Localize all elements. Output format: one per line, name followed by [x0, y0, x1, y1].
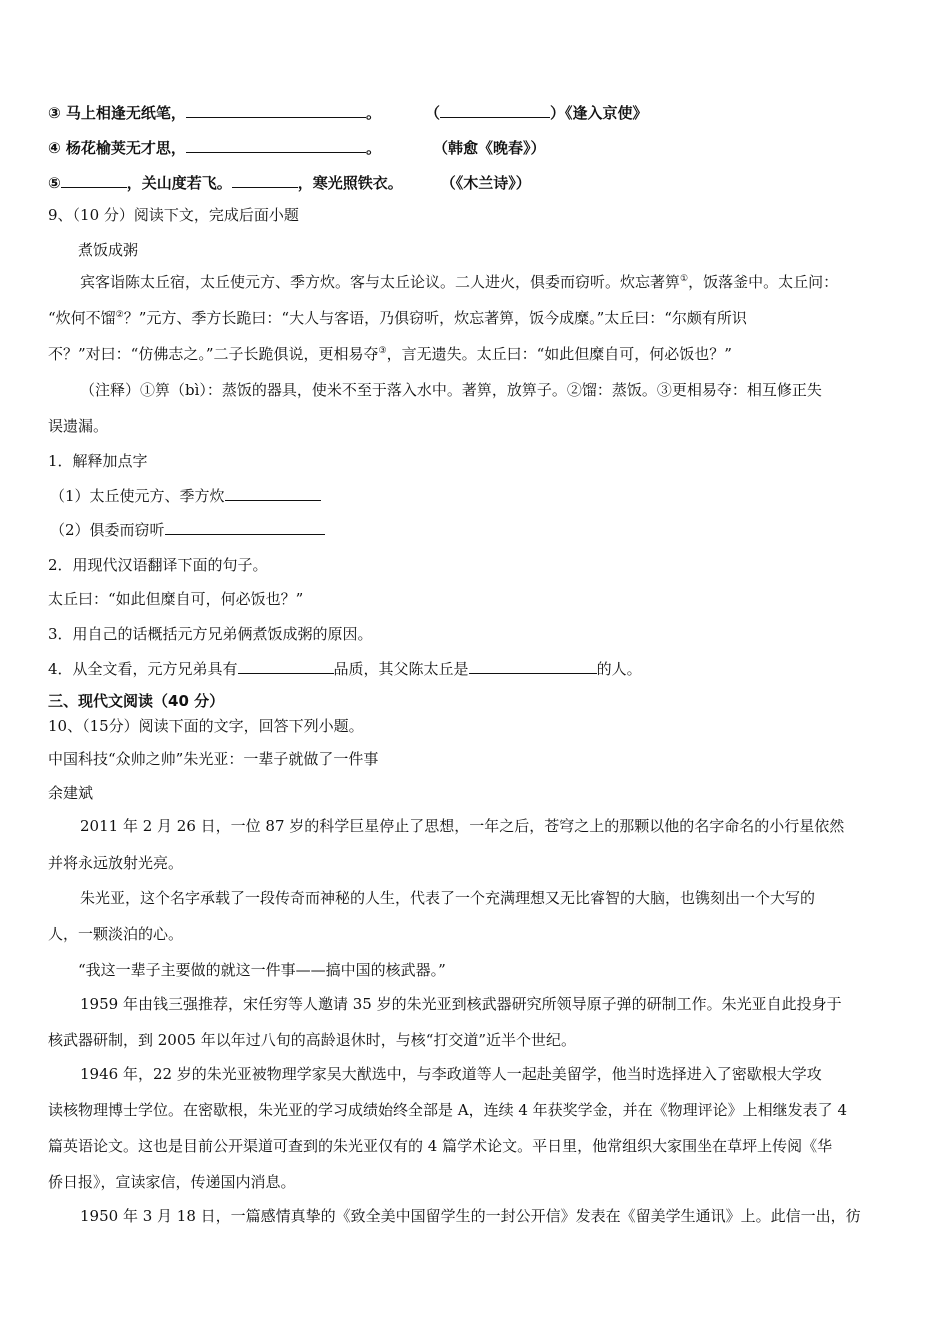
q10-p5-line-1: 1946 年，22 岁的朱光亚被物理学家吴大猷选中，与李政道等人一起赴美留学，他当时选择进入了密歇根大学攻	[80, 1065, 822, 1083]
section-3-heading: 三、现代文阅读（40 分）	[48, 692, 225, 710]
q9-sub1-item2-blank[interactable]	[165, 519, 325, 535]
poem5-mid-2: ，寒光照铁衣。	[297, 174, 403, 192]
q9-sub4-blank-1[interactable]	[238, 658, 334, 674]
poem3-source: ）《逢入京使》	[549, 104, 648, 122]
q10-author: 余建斌	[48, 784, 94, 802]
q10-p4-line-1: 1959 年由钱三强推荐，宋任穷等人邀请 35 岁的朱光亚到核武器研究所领导原子弹的研制工作。朱光亚自此投身于	[80, 995, 842, 1013]
q9-header: 9、（10 分）阅读下文，完成后面小题	[48, 206, 299, 224]
q10-title: 中国科技“众帅之帅”朱光亚：一辈子就做了一件事	[48, 750, 379, 768]
q10-p5-line-2: 读核物理博士学位。在密歇根，朱光亚的学习成绩始终全部是 A，连续 4 年获奖学金，并在《物理评论》上相继发表了 4	[48, 1101, 847, 1119]
q9-sub2-sentence: 太丘曰：“如此但糜自可，何必饭也？”	[48, 590, 304, 608]
poem3-paren-open: （	[424, 104, 440, 122]
q10-p4-line-2: 核武器研制，到 2005 年以年过八旬的高龄退休时，与核“打交道”近半个世纪。	[48, 1031, 577, 1049]
q10-quote: “我这一辈子主要做的就这一件事——搞中国的核武器。”	[78, 961, 446, 979]
q9-sub1-item1: （1）太丘使元方、季方炊	[50, 485, 321, 506]
poem5-num: ⑤	[48, 174, 61, 192]
q10-p5-line-4: 侨日报》，宣读家信，传递国内消息。	[48, 1173, 296, 1191]
q10-p5-line-3: 篇英语论文。这也是目前公开渠道可查到的朱光亚仅有的 4 篇学术论文。平日里，他常组织大家围坐在草坪上传阅《华	[48, 1137, 833, 1155]
poem5-blank-1[interactable]	[61, 172, 127, 188]
q9-sub4: 4．从全文看，元方兄弟具有 品质，其父陈太丘是 的人。	[48, 660, 642, 678]
q9-sub1-item2: （2）俱委而窃听	[50, 519, 325, 540]
poem5-mid-1: ，关山度若飞。	[126, 174, 232, 192]
poem4-answer-blank[interactable]	[186, 137, 366, 153]
poem3-end: 。	[365, 104, 381, 122]
q9-sub4-blank-2[interactable]	[469, 658, 597, 674]
q9-note-line-2: 误遗漏。	[48, 417, 109, 435]
q9-sub1: 1．解释加点字	[48, 452, 148, 470]
q9-sub1-item1-blank[interactable]	[225, 485, 321, 501]
poem5-source: （《木兰诗》）	[440, 174, 531, 192]
poem4-text: ④ 杨花榆荚无才思，	[48, 139, 186, 157]
poem5-blank-2[interactable]	[232, 172, 298, 188]
poem-line-4	[48, 137, 545, 158]
poem4-end: 。	[365, 139, 381, 157]
q9-para-line-1: 宾客诣陈太丘宿，太丘使元方、季方炊。客与太丘论议。二人进火，俱委而窃听。炊忘著箅①，饭落釜中。太丘问：	[80, 273, 839, 291]
q10-p1-line-1: 2011 年 2 月 26 日，一位 87 岁的科学巨星停止了思想，一年之后，苍穹之上的那颗以他的名字命名的小行星依然	[80, 817, 845, 835]
q10-p1-line-2: 并将永远放射光亮。	[48, 854, 184, 872]
q9-sub3: 3．用自己的话概括元方兄弟俩煮饭成粥的原因。	[48, 625, 373, 643]
poem3-text: ③ 马上相逢无纸笔，	[48, 104, 186, 122]
q10-p2-line-2: 人，一颗淡泊的心。	[48, 925, 184, 943]
poem3-answer-blank[interactable]	[186, 102, 366, 118]
poem3-author-blank[interactable]	[440, 102, 550, 118]
poem-line-5	[48, 172, 531, 193]
q10-header: 10、（15分）阅读下面的文字，回答下列小题。	[48, 717, 364, 735]
q9-note-line-1: （注释）①箅（bì）：蒸饭的器具，使米不至于落入水中。著箅，放箅子。②馏：蒸饭。③更相易夺：相互修正失	[80, 381, 822, 399]
q9-sub2: 2．用现代汉语翻译下面的句子。	[48, 556, 268, 574]
q9-para-line-3: 不？”对曰：“仿佛志之。”二子长跪俱说，更相易夺③，言无遗失。太丘曰：“如此但糜自可，何必饭也？”	[48, 345, 732, 363]
q10-p6-line-1: 1950 年 3 月 18 日，一篇感情真挚的《致全美中国留学生的一封公开信》发表在《留美学生通讯》上。此信一出，彷	[80, 1207, 861, 1225]
poem-line-3	[48, 102, 647, 123]
q10-p2-line-1: 朱光亚，这个名字承载了一段传奇而神秘的人生，代表了一个充满理想又无比睿智的大脑，也镌刻出一个大写的	[80, 889, 816, 907]
q9-para-line-2: “炊何不馏②？”元方、季方长跪曰：“大人与客语，乃俱窃听，炊忘著箅，饭今成糜。”太丘曰：“尔颇有所识	[48, 309, 747, 327]
poem4-source: （韩愈《晚春》）	[432, 139, 546, 157]
q9-title: 煮饭成粥	[78, 241, 139, 259]
